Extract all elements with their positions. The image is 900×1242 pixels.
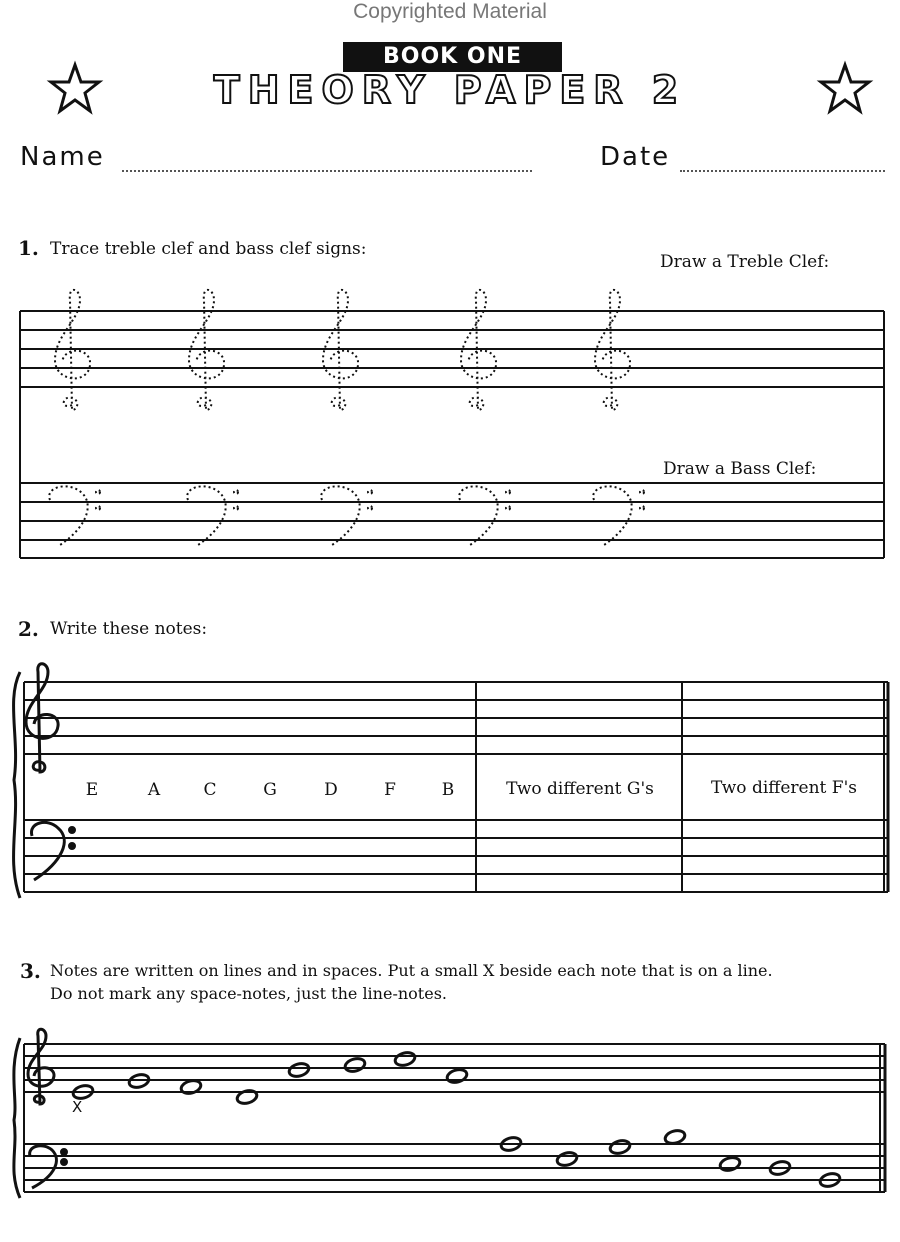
- note-letter: A: [147, 780, 161, 800]
- question-2-number: 2.: [18, 617, 39, 641]
- grand-staff-section-3: [14, 1038, 885, 1198]
- whole-note: [664, 1129, 686, 1146]
- page-title: THEORY PAPER 2: [213, 68, 687, 112]
- date-label: Date: [600, 142, 671, 172]
- whole-note: [394, 1051, 416, 1068]
- whole-note: [288, 1062, 310, 1079]
- note-letter: F: [384, 780, 396, 800]
- question-3-number: 3.: [20, 959, 41, 983]
- name-field[interactable]: [122, 170, 532, 172]
- example-x-mark: X: [72, 1098, 83, 1116]
- box-two-different-f: Two different F's: [711, 778, 857, 798]
- question-3-instruction-line1: Notes are written on lines and in spaces. Put a small X beside each note that is on a line.: [50, 961, 773, 980]
- copyright-notice: Copyrighted Material: [353, 0, 547, 23]
- note-letter: C: [203, 780, 217, 800]
- bass-clef-icon: [30, 1146, 67, 1188]
- question-1-number: 1.: [18, 236, 39, 260]
- note-letter: B: [441, 780, 455, 800]
- star-icon: [51, 65, 99, 111]
- whole-note: [719, 1156, 741, 1173]
- question-2-instruction: Write these notes:: [50, 619, 208, 639]
- whole-note: [446, 1068, 468, 1085]
- whole-note: [556, 1151, 578, 1168]
- draw-treble-clef-label: Draw a Treble Clef:: [660, 252, 830, 272]
- note-letter: G: [263, 780, 277, 800]
- book-label: BOOK ONE: [343, 42, 562, 72]
- whole-note: [344, 1057, 366, 1074]
- note-letter: D: [324, 780, 338, 800]
- star-icon: [821, 65, 869, 111]
- note-letter: E: [85, 780, 99, 800]
- date-field[interactable]: [680, 170, 885, 172]
- question-1-instruction: Trace treble clef and bass clef signs:: [50, 239, 367, 259]
- question-3-instruction-line2: Do not mark any space-notes, just the line-notes.: [50, 984, 447, 1003]
- name-label: Name: [20, 142, 105, 172]
- box-two-different-g: Two different G's: [506, 779, 654, 799]
- bass-clef-icon: [31, 822, 74, 880]
- dotted-bass-clefs: [49, 486, 644, 545]
- trace-staff-box: [20, 311, 884, 558]
- whole-note: [609, 1139, 631, 1156]
- draw-bass-clef-label: Draw a Bass Clef:: [663, 459, 817, 479]
